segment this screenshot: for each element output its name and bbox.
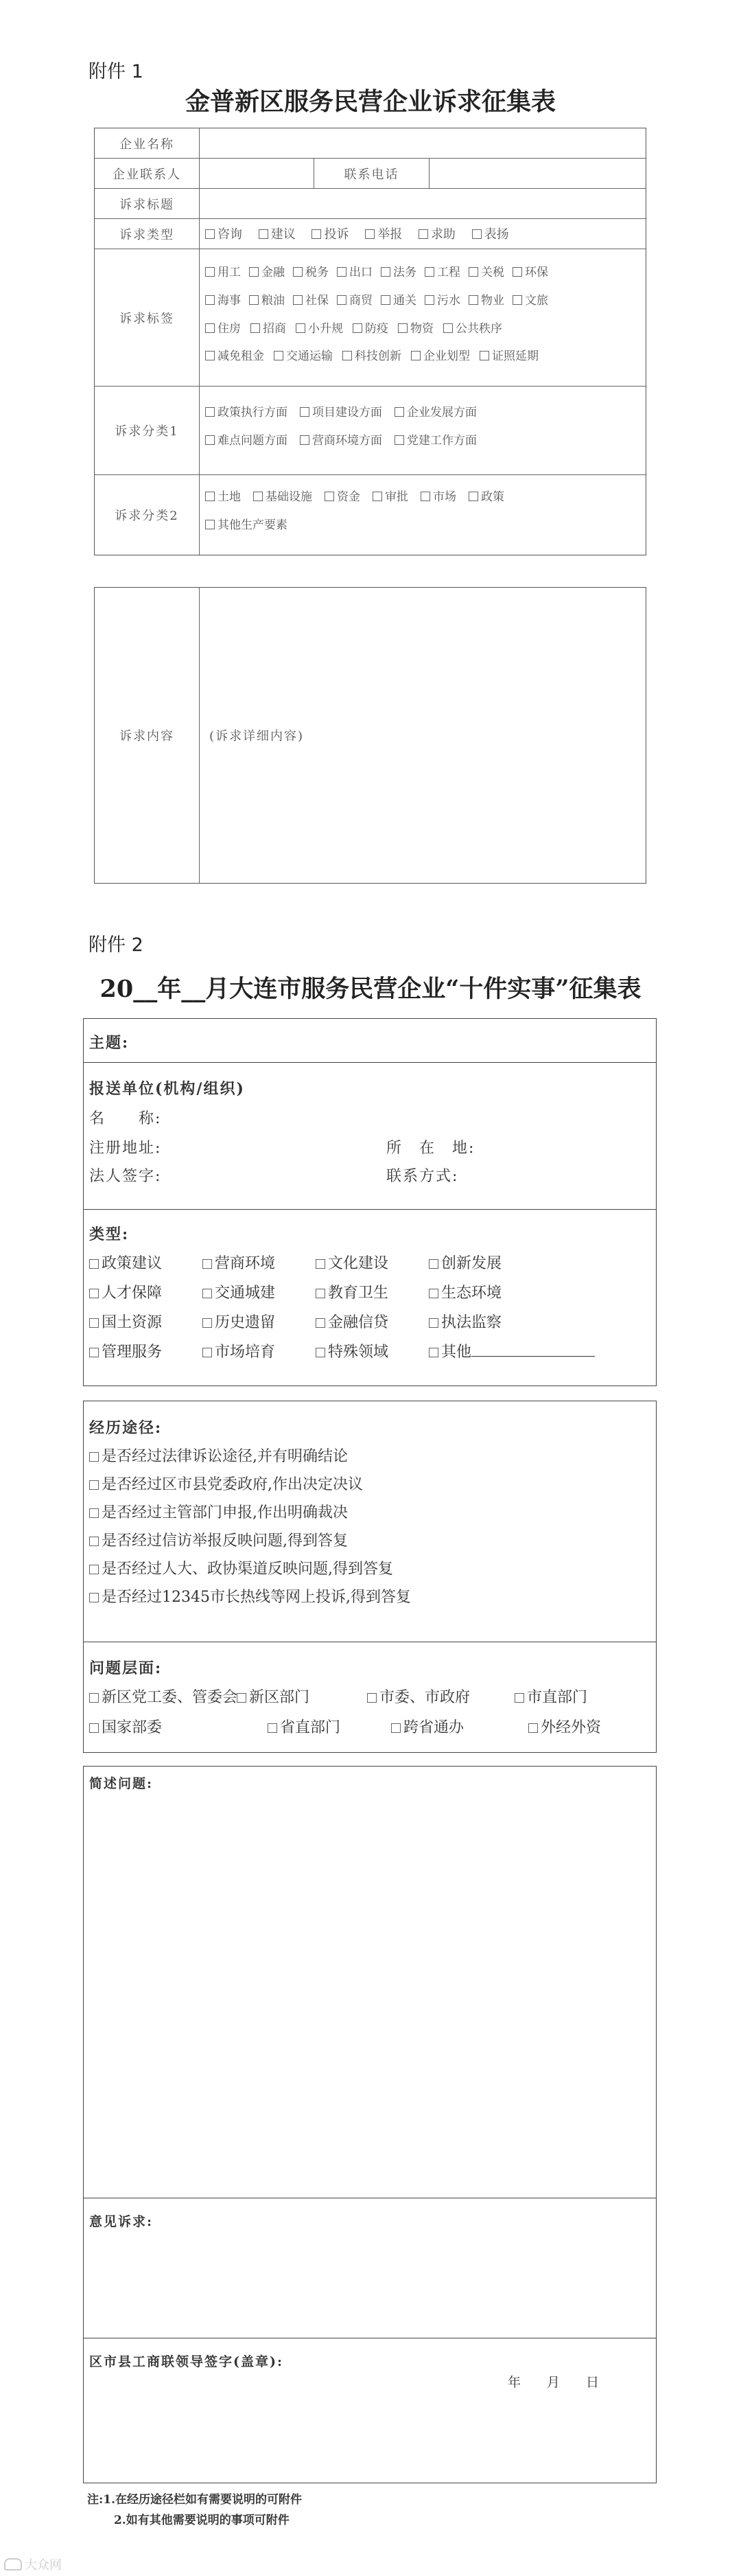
type-label: 诉求类型 bbox=[95, 219, 200, 249]
cat1-option[interactable]: 项目建设方面 bbox=[300, 402, 382, 424]
route-section bbox=[83, 1401, 657, 1642]
tag-option[interactable]: 税务 bbox=[293, 262, 329, 284]
tag-option[interactable]: 物资 bbox=[398, 318, 434, 340]
content-box bbox=[94, 587, 646, 884]
content-field[interactable]: (诉求详细内容) bbox=[209, 729, 305, 744]
tag-label: 诉求标签 bbox=[95, 249, 200, 386]
tag-option[interactable]: 关税 bbox=[469, 262, 504, 284]
type-option[interactable]: 文化建设 bbox=[316, 1250, 429, 1278]
company-name-row bbox=[95, 128, 646, 159]
tag-option[interactable]: 通关 bbox=[381, 290, 416, 312]
tag-option[interactable]: 商贸 bbox=[337, 290, 373, 312]
cat1-label: 诉求分类1 bbox=[95, 387, 200, 474]
checkbox[interactable] bbox=[472, 229, 482, 239]
tag-option[interactable]: 污水 bbox=[425, 290, 460, 312]
cat2-options bbox=[200, 475, 646, 555]
tag-option[interactable]: 用工 bbox=[205, 262, 241, 284]
location-label: 所 在 地: bbox=[386, 1140, 475, 1157]
level-option[interactable]: 市直部门 bbox=[515, 1683, 587, 1712]
tag-option[interactable]: 交通运输 bbox=[274, 345, 333, 367]
contact-label: 企业联系人 bbox=[95, 159, 200, 188]
tag-option[interactable]: 减免租金 bbox=[205, 345, 264, 367]
tag-row bbox=[95, 249, 646, 387]
theme-label: 主题: bbox=[89, 1034, 130, 1052]
type-option[interactable]: 举报 bbox=[365, 223, 402, 246]
type-section bbox=[83, 1209, 657, 1386]
cat1-row bbox=[95, 387, 646, 475]
content-label: 诉求内容 bbox=[95, 588, 200, 883]
type-option[interactable]: 特殊领域 bbox=[316, 1338, 429, 1367]
unit-name-label: 名 称: bbox=[89, 1110, 162, 1127]
type-heading: 类型: bbox=[89, 1226, 130, 1243]
attachment1-title: 金普新区服务民营企业诉求征集表 bbox=[185, 87, 556, 116]
legal-sign-label: 法人签字: bbox=[89, 1168, 162, 1185]
level-option[interactable]: 跨省通办 bbox=[391, 1714, 528, 1743]
cat2-option[interactable]: 审批 bbox=[373, 486, 408, 508]
subject-label: 诉求标题 bbox=[95, 189, 200, 218]
unit-section bbox=[83, 1062, 657, 1210]
cat1-option[interactable]: 党建工作方面 bbox=[395, 430, 477, 452]
level-option[interactable]: 国家部委 bbox=[89, 1714, 268, 1743]
type-option[interactable]: 人才保障 bbox=[89, 1279, 202, 1308]
checkbox[interactable] bbox=[365, 229, 375, 239]
company-name-label: 企业名称 bbox=[95, 128, 200, 158]
contact-field[interactable] bbox=[200, 159, 314, 188]
tag-option[interactable]: 环保 bbox=[513, 262, 548, 284]
route-option[interactable]: 是否经过法律诉讼途径,并有明确结论 bbox=[89, 1442, 411, 1471]
tag-option[interactable]: 金融 bbox=[249, 262, 285, 284]
cat2-option[interactable]: 其他生产要素 bbox=[205, 514, 287, 536]
contact-label: 联系方式: bbox=[386, 1168, 459, 1185]
checkbox[interactable] bbox=[205, 229, 215, 239]
address-label: 注册地址: bbox=[89, 1140, 162, 1157]
tag-option[interactable]: 出口 bbox=[337, 262, 373, 284]
tag-option[interactable]: 住房 bbox=[205, 318, 241, 340]
route-option[interactable]: 是否经过主管部门申报,作出明确裁决 bbox=[89, 1499, 411, 1527]
checkbox[interactable] bbox=[311, 229, 321, 239]
cat2-option[interactable]: 基础设施 bbox=[253, 486, 312, 508]
tag-option[interactable]: 法务 bbox=[381, 262, 416, 284]
attachment2-title: 20__年__月大连市服务民营企业“十件实事”征集表 bbox=[99, 975, 642, 1003]
company-name-field[interactable] bbox=[200, 128, 646, 158]
level-heading: 问题层面: bbox=[89, 1659, 163, 1677]
type-option[interactable]: 金融信贷 bbox=[316, 1309, 429, 1337]
route-heading: 经历途径: bbox=[89, 1419, 163, 1437]
type-option[interactable]: 营商环境 bbox=[202, 1250, 316, 1278]
type-option[interactable]: 求助 bbox=[419, 223, 456, 246]
tag-option[interactable]: 科技创新 bbox=[342, 345, 401, 367]
route-option[interactable]: 是否经过12345市长热线等网上投诉,得到答复 bbox=[89, 1583, 411, 1611]
level-option[interactable]: 新区党工委、管委会 bbox=[89, 1683, 237, 1712]
type-row bbox=[95, 219, 646, 249]
cat2-option[interactable]: 政策 bbox=[469, 486, 504, 508]
route-option[interactable]: 是否经过信访举报反映问题,得到答复 bbox=[89, 1527, 411, 1555]
tag-option[interactable]: 防疫 bbox=[353, 318, 388, 340]
theme-section bbox=[83, 1018, 657, 1063]
sign-label: 区市县工商联领导签字(盖章): bbox=[89, 2354, 283, 2369]
type-option[interactable]: 生态环境 bbox=[429, 1279, 542, 1308]
other-underline[interactable] bbox=[471, 1344, 595, 1357]
type-option[interactable]: 政策建议 bbox=[89, 1250, 202, 1278]
type-option[interactable]: 建议 bbox=[259, 223, 296, 246]
checkbox[interactable] bbox=[259, 229, 268, 239]
route-option[interactable]: 是否经过区市县党委政府,作出决定决议 bbox=[89, 1471, 411, 1499]
tag-option[interactable]: 海事 bbox=[205, 290, 241, 312]
unit-heading: 报送单位(机构/组织) bbox=[89, 1080, 245, 1098]
type-options bbox=[200, 219, 646, 249]
type-option[interactable]: 表扬 bbox=[472, 223, 509, 246]
phone-field[interactable] bbox=[430, 159, 646, 188]
level-option[interactable]: 外经外资 bbox=[528, 1714, 601, 1743]
tag-option[interactable]: 公共秩序 bbox=[443, 318, 502, 340]
route-options bbox=[89, 1442, 411, 1611]
tag-option[interactable]: 物业 bbox=[469, 290, 504, 312]
appeal-form bbox=[94, 128, 646, 555]
tag-option[interactable]: 文旅 bbox=[513, 290, 548, 312]
brief-section bbox=[83, 1766, 657, 2483]
cat1-options bbox=[200, 387, 646, 474]
checkbox[interactable] bbox=[419, 229, 428, 239]
type-option[interactable]: 咨询 bbox=[205, 223, 242, 246]
note-1: 注:1.在经历途径栏如有需要说明的可附件 bbox=[87, 2493, 303, 2507]
tag-options bbox=[200, 249, 646, 386]
cat1-option[interactable]: 政策执行方面 bbox=[205, 402, 287, 424]
cat2-row bbox=[95, 475, 646, 555]
type-option[interactable]: 投诉 bbox=[311, 223, 349, 246]
tag-option[interactable]: 粮油 bbox=[249, 290, 285, 312]
tag-option[interactable]: 小升规 bbox=[296, 318, 343, 340]
opinion-label: 意见诉求: bbox=[89, 2214, 154, 2229]
level-option[interactable]: 市委、市政府 bbox=[367, 1683, 515, 1712]
type-option[interactable]: 创新发展 bbox=[429, 1250, 542, 1278]
cat1-option[interactable]: 企业发展方面 bbox=[395, 402, 477, 424]
date-field: 年 月 日 bbox=[508, 2375, 600, 2390]
brief-label: 简述问题: bbox=[89, 1776, 154, 1791]
type-option[interactable]: 市场培育 bbox=[202, 1338, 316, 1367]
type-option[interactable]: 执法监察 bbox=[429, 1309, 542, 1337]
type-option[interactable]: 管理服务 bbox=[89, 1338, 202, 1367]
type-option[interactable]: 其他 bbox=[429, 1338, 595, 1367]
watermark: 大众网 bbox=[4, 2555, 62, 2573]
tag-option[interactable]: 工程 bbox=[425, 262, 460, 284]
cat2-label: 诉求分类2 bbox=[95, 475, 200, 555]
tag-option[interactable]: 企业划型 bbox=[411, 345, 470, 367]
level-options bbox=[89, 1683, 655, 1743]
cat1-option[interactable]: 难点问题方面 bbox=[205, 430, 287, 452]
level-section bbox=[83, 1642, 657, 1753]
cat2-option[interactable]: 土地 bbox=[205, 486, 241, 508]
cat1-option[interactable]: 营商环境方面 bbox=[300, 430, 382, 452]
tag-option[interactable]: 招商 bbox=[250, 318, 286, 340]
attachment2-label: 附件 2 bbox=[89, 934, 143, 956]
cat2-option[interactable]: 市场 bbox=[421, 486, 456, 508]
phone-label: 联系电话 bbox=[314, 159, 430, 188]
type-option[interactable]: 教育卫生 bbox=[316, 1279, 429, 1308]
tag-option[interactable]: 证照延期 bbox=[480, 345, 539, 367]
attachment1-label: 附件 1 bbox=[89, 61, 143, 82]
tag-option[interactable]: 社保 bbox=[293, 290, 329, 312]
watermark-logo-icon bbox=[4, 2558, 22, 2571]
type-option[interactable]: 交通城建 bbox=[202, 1279, 316, 1308]
type-option[interactable]: 国土资源 bbox=[89, 1309, 202, 1337]
note-2: 2.如有其他需要说明的事项可附件 bbox=[114, 2514, 290, 2527]
subject-field[interactable] bbox=[200, 189, 646, 218]
level-option[interactable]: 新区部门 bbox=[237, 1683, 367, 1712]
level-option[interactable]: 省直部门 bbox=[268, 1714, 391, 1743]
cat2-option[interactable]: 资金 bbox=[325, 486, 360, 508]
type-option[interactable]: 历史遗留 bbox=[202, 1309, 316, 1337]
contact-row bbox=[95, 159, 646, 189]
type-options bbox=[89, 1249, 652, 1367]
route-option[interactable]: 是否经过人大、政协渠道反映问题,得到答复 bbox=[89, 1555, 411, 1583]
subject-row bbox=[95, 189, 646, 219]
